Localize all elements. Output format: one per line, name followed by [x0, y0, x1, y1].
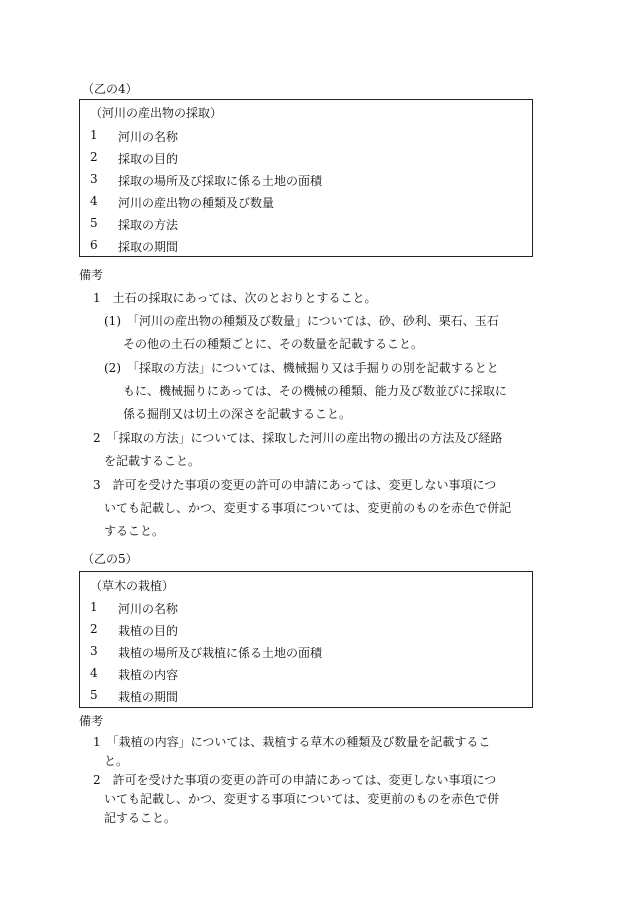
remarks-line: いても記載し、かつ、変更する事項については、変更前のものを赤色で併記: [104, 501, 512, 515]
item-number: 2: [90, 150, 98, 164]
item-number: 1: [90, 600, 98, 614]
item-text: 河川の産出物の種類及び数量: [118, 196, 275, 210]
item-text: 栽植の内容: [118, 668, 179, 682]
box-title: （河川の産出物の採取）: [90, 106, 223, 120]
remarks-heading: 備考: [79, 268, 104, 282]
item-text: 栽植の目的: [118, 624, 179, 638]
section-label: （乙の4）: [82, 82, 138, 96]
item-text: 河川の名称: [118, 130, 179, 144]
remarks-line: 2 「採取の方法」については、採取した河川の産出物の搬出の方法及び経路: [93, 431, 503, 445]
item-number: 2: [90, 622, 98, 636]
section-label: （乙の5）: [82, 552, 138, 566]
item-text: 栽植の期間: [118, 690, 179, 704]
item-text: 採取の目的: [118, 152, 179, 166]
item-text: 栽植の場所及び栽植に係る土地の面積: [118, 646, 323, 660]
remarks-line: と。: [104, 754, 129, 768]
remarks-line: すること。: [104, 524, 165, 538]
remarks-line: 3 許可を受けた事項の変更の許可の申請にあっては、変更しない事項につ: [93, 478, 497, 492]
remarks-line: いても記載し、かつ、変更する事項については、変更前のものを赤色で併: [104, 792, 500, 806]
item-number: 5: [90, 216, 98, 230]
item-number: 4: [90, 666, 98, 680]
remarks-line: (1) 「河川の産出物の種類及び数量」については、砂、砂利、栗石、玉石: [104, 314, 499, 328]
remarks-heading: 備考: [79, 714, 104, 728]
item-text: 採取の方法: [118, 218, 179, 232]
box-title: （草木の栽植）: [90, 579, 175, 593]
remarks-line: 記すること。: [104, 811, 177, 825]
form-items-box: [79, 571, 533, 708]
remarks-line: 1 「栽植の内容」については、栽植する草木の種類及び数量を記載するこ: [93, 735, 491, 749]
item-number: 5: [90, 688, 98, 702]
remarks-line: 2 許可を受けた事項の変更の許可の申請にあっては、変更しない事項につ: [93, 773, 497, 787]
remarks-line: (2) 「採取の方法」については、機械掘り又は手掘りの別を記載するとと: [104, 361, 499, 375]
remarks-line: もに、機械掘りにあっては、その機械の種類、能力及び数並びに採取に: [123, 384, 507, 398]
remarks-line: 係る掘削又は切土の深さを記載すること。: [123, 407, 352, 421]
item-number: 6: [90, 238, 98, 252]
item-number: 3: [90, 644, 98, 658]
remarks-line: を記載すること。: [104, 454, 201, 468]
item-text: 採取の期間: [118, 240, 179, 254]
item-number: 1: [90, 128, 98, 142]
item-text: 河川の名称: [118, 602, 179, 616]
item-number: 4: [90, 194, 98, 208]
item-number: 3: [90, 172, 98, 186]
remarks-line: 1 土石の採取にあっては、次のとおりとすること。: [93, 291, 377, 305]
remarks-line: その他の土石の種類ごとに、その数量を記載すること。: [123, 337, 424, 351]
item-text: 採取の場所及び採取に係る土地の面積: [118, 174, 323, 188]
form-items-box: [79, 99, 533, 257]
